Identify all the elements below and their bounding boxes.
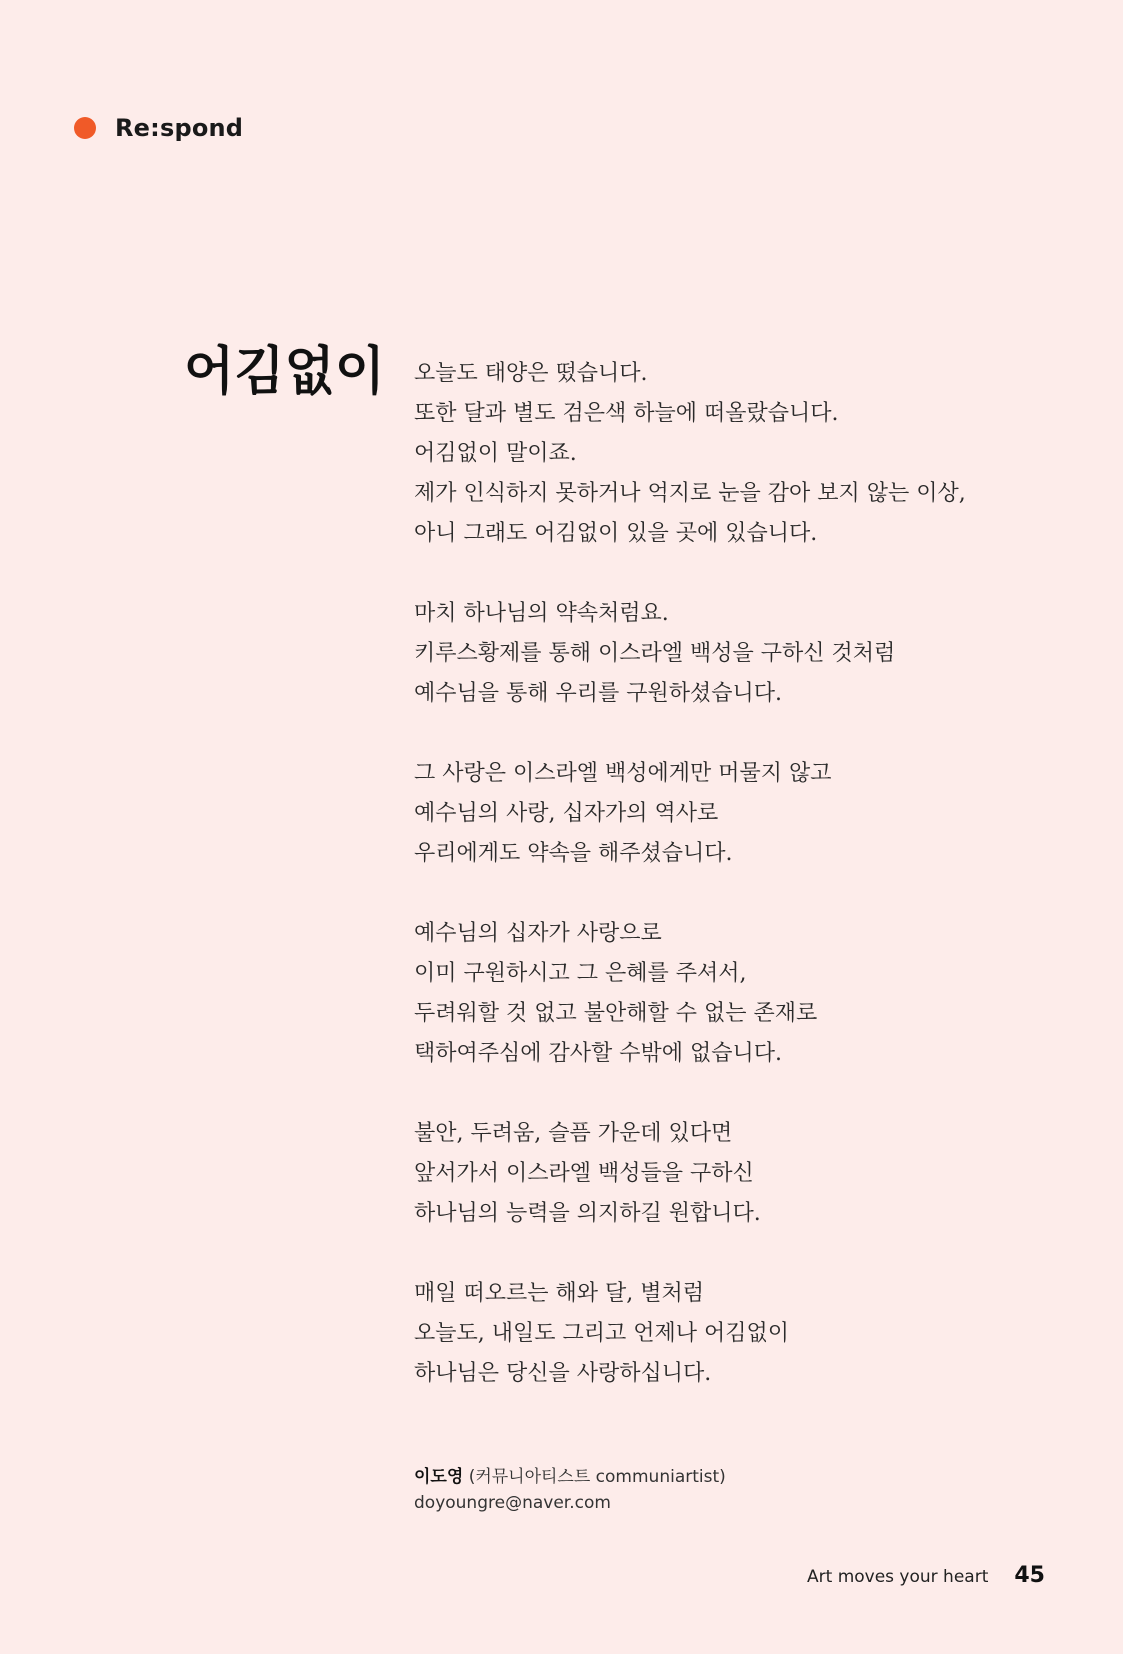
page-number: 45 — [1014, 1563, 1045, 1588]
poem-line: 하나님의 능력을 의지하길 원합니다. — [414, 1201, 761, 1226]
section-header — [74, 114, 243, 142]
poem-body — [414, 354, 1054, 1434]
stanza — [414, 914, 1054, 1074]
stanza — [414, 754, 1054, 874]
author-email: doyoungre@naver.com — [414, 1493, 611, 1513]
poem-line: 이미 구원하시고 그 은혜를 주셔서, — [414, 961, 747, 986]
poem-line: 매일 떠오르는 해와 달, 별처럼 — [414, 1281, 704, 1306]
poem-line: 하나님은 당신을 사랑하십니다. — [414, 1361, 712, 1386]
author-name: 이도영 — [414, 1467, 464, 1487]
poem-line: 두려워할 것 없고 불안해할 수 없는 존재로 — [414, 1001, 818, 1026]
author-line — [414, 1464, 726, 1490]
poem-line: 택하여주심에 감사할 수밖에 없습니다. — [414, 1041, 783, 1066]
poem-line: 아니 그래도 어김없이 있을 곳에 있습니다. — [414, 521, 818, 546]
page-footer — [807, 1563, 1045, 1588]
author-credit — [414, 1464, 726, 1516]
stanza — [414, 1274, 1054, 1394]
poem-line: 예수님의 사랑, 십자가의 역사로 — [414, 801, 719, 826]
poem-line: 불안, 두려움, 슬픔 가운데 있다면 — [414, 1121, 733, 1146]
stanza — [414, 594, 1054, 714]
stanza — [414, 1114, 1054, 1234]
poem-line: 오늘도, 내일도 그리고 언제나 어김없이 — [414, 1321, 789, 1346]
poem-line: 우리에게도 약속을 해주셨습니다. — [414, 841, 733, 866]
section-label: Re:spond — [115, 114, 244, 142]
poem-line: 앞서가서 이스라엘 백성들을 구하신 — [414, 1161, 754, 1186]
poem-line: 제가 인식하지 못하거나 억지로 눈을 감아 보지 않는 이상, — [414, 481, 966, 506]
poem-line: 어김없이 말이죠. — [414, 441, 577, 466]
poem-line: 예수님의 십자가 사랑으로 — [414, 921, 662, 946]
poem-line: 마치 하나님의 약속처럼요. — [414, 601, 669, 626]
footer-tagline: Art moves your heart — [807, 1567, 989, 1587]
stanza — [414, 354, 1054, 554]
poem-title: 어김없이 — [184, 341, 385, 402]
poem-line: 그 사랑은 이스라엘 백성에게만 머물지 않고 — [414, 761, 832, 786]
bullet-dot-icon — [74, 117, 96, 139]
poem-line: 또한 달과 별도 검은색 하늘에 떠올랐습니다. — [414, 401, 839, 426]
poem-line: 오늘도 태양은 떴습니다. — [414, 361, 648, 386]
author-role: (커뮤니아티스트 communiartist) — [468, 1467, 726, 1487]
poem-line: 예수님을 통해 우리를 구원하셨습니다. — [414, 681, 783, 706]
poem-line: 키루스황제를 통해 이스라엘 백성을 구하신 것처럼 — [414, 641, 896, 666]
